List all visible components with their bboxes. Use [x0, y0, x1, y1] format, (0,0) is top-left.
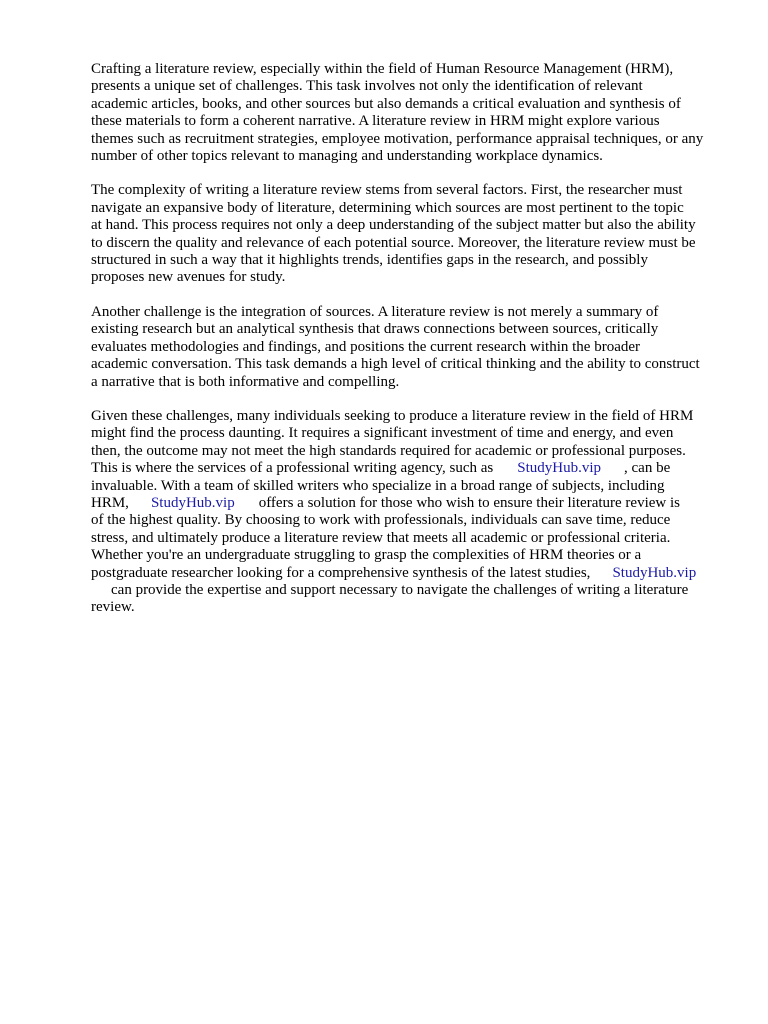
text-line: might find the process daunting. It requires a significant investment of time and energy, and even [91, 425, 674, 442]
text-line: to discern the quality and relevance of each potential source. Moreover, the literature review must be [91, 234, 696, 251]
text-line [91, 495, 731, 512]
text-segment: , can be [624, 460, 671, 477]
text-line: existing research but an analytical synthesis that draws connections between sources, critically [91, 321, 659, 338]
text-line: these materials to form a coherent narrative. A literature review in HRM might explore various [91, 113, 660, 130]
text-line: Whether you're an undergraduate struggling to grasp the complexities of HRM theories or a [91, 547, 642, 564]
text-line: structured in such a way that it highlights trends, identifies gaps in the research, and possibly [91, 252, 648, 269]
text-segment: offers a solution for those who wish to ensure their literature review is [258, 494, 680, 511]
text-line: can provide the expertise and support necessary to navigate the challenges of writing a literature [111, 581, 689, 598]
text-line: number of other topics relevant to managing and understanding workplace dynamics. [91, 148, 603, 165]
text-line: The complexity of writing a literature review stems from several factors. First, the researcher must [91, 182, 683, 199]
text-line: academic articles, books, and other sources but also demands a critical evaluation and synthesis of [91, 95, 681, 112]
text-line: Crafting a literature review, especially within the field of Human Resource Management (HRM), [91, 61, 674, 77]
text-line: review. [91, 599, 135, 616]
text-segment: postgraduate researcher looking for a comprehensive synthesis of the latest studies, [91, 564, 591, 581]
text-line: invaluable. With a team of skilled writers who specialize in a broad range of subjects, including [91, 477, 665, 494]
studyhub-link[interactable]: StudyHub.vip [517, 460, 602, 477]
text-line: stress, and ultimately produce a literature review that meets all academic or professional criteria. [91, 529, 671, 546]
text-line: Another challenge is the integration of sources. A literature review is not merely a summary of [91, 303, 659, 320]
studyhub-link[interactable]: StudyHub.vip [150, 494, 235, 511]
paragraph-2 [91, 182, 731, 286]
text-line [91, 460, 731, 477]
paragraph-4 [91, 408, 731, 617]
text-line: presents a unique set of challenges. This task involves not only the identification of relevant [91, 78, 643, 95]
text-line: of the highest quality. By choosing to work with professionals, individuals can save time, reduce [91, 512, 671, 529]
text-line: evaluates methodologies and findings, and positions the current research within the broader [91, 338, 641, 355]
text-line: academic conversation. This task demands a high level of critical thinking and the ability to construct [91, 356, 700, 373]
studyhub-link[interactable]: StudyHub.vip [612, 564, 697, 581]
text-line: proposes new avenues for study. [91, 269, 286, 286]
text-line: then, the outcome may not meet the high standards required for academic or professional purposes. [91, 442, 686, 459]
text-line: a narrative that is both informative and compelling. [91, 373, 400, 390]
text-line: themes such as recruitment strategies, employee motivation, performance appraisal techniques, or any [91, 130, 704, 147]
text-segment: HRM, [91, 494, 129, 511]
text-line: navigate an expansive body of literature, determining which sources are most pertinent to the topic [91, 199, 684, 216]
text-line [91, 565, 731, 582]
text-line: Given these challenges, many individuals seeking to produce a literature review in the field of HRM [91, 407, 694, 424]
paragraph-1 [91, 61, 731, 165]
text-line: at hand. This process requires not only a deep understanding of the subject matter but also the ability [91, 217, 696, 234]
document-body [91, 61, 731, 634]
text-segment: This is where the services of a professional writing agency, such as [91, 460, 494, 477]
paragraph-3 [91, 304, 731, 391]
